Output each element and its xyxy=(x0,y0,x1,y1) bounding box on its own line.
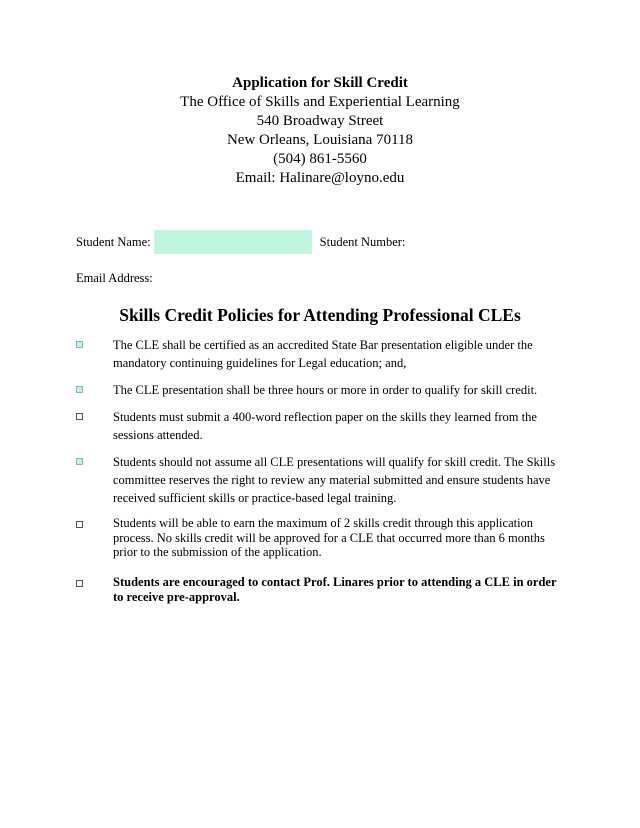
policy-text: Students will be able to earn the maximum of 2 skills credit through this application process. No skills credit will be approved for a CLE that occurred more than 6 months prior to the submission of the application. xyxy=(113,516,545,559)
policy-item xyxy=(76,453,566,507)
email-row xyxy=(76,268,361,288)
student-info-row xyxy=(76,230,563,254)
office-email: Email: Halinare@loyno.edu xyxy=(235,170,405,186)
policy-item xyxy=(76,336,566,372)
policies-title: Skills Credit Policies for Attending Professional CLEs xyxy=(119,305,521,325)
policy-checkbox[interactable] xyxy=(76,386,83,393)
office-name: The Office of Skills and Experiential Learning xyxy=(180,94,460,110)
student-name-input[interactable] xyxy=(154,230,312,254)
policy-checkbox[interactable] xyxy=(76,413,83,420)
policy-item xyxy=(76,516,566,560)
policy-item xyxy=(76,408,566,444)
policy-item xyxy=(76,381,566,399)
office-street: 540 Broadway Street xyxy=(256,113,384,129)
policy-checkbox[interactable] xyxy=(76,458,83,465)
office-phone: (504) 861-5560 xyxy=(273,151,367,167)
policy-text: Students are encouraged to contact Prof. Linares prior to attending a CLE in order to receive pre-approval. xyxy=(113,575,557,604)
email-label: Email Address: xyxy=(76,270,153,285)
student-name-label: Student Name: xyxy=(76,234,151,249)
policy-item xyxy=(76,575,566,605)
student-number-label: Student Number: xyxy=(319,234,406,249)
policy-checkbox[interactable] xyxy=(76,341,83,348)
policy-text: The CLE presentation shall be three hours or more in order to qualify for skill credit. xyxy=(113,383,538,397)
document-title: Application for Skill Credit xyxy=(232,75,408,91)
policy-text: Students should not assume all CLE presentations will qualify for skill credit. The Skills committee reserves the right to review any material submitted and ensure students have received sufficient skills or practice-based legal training. xyxy=(113,455,556,505)
policy-checkbox[interactable] xyxy=(76,580,83,587)
email-input[interactable] xyxy=(157,268,361,288)
policy-text: Students must submit a 400-word reflection paper on the skills they learned from the sessions attended. xyxy=(113,410,537,442)
policy-text: The CLE shall be certified as an accredited State Bar presentation eligible under the mandatory continuing guidelines for Legal education; and, xyxy=(113,338,533,370)
student-number-input[interactable] xyxy=(409,232,563,252)
office-city: New Orleans, Louisiana 70118 xyxy=(226,132,414,148)
document-header xyxy=(0,73,640,188)
policy-checkbox[interactable] xyxy=(76,521,83,528)
